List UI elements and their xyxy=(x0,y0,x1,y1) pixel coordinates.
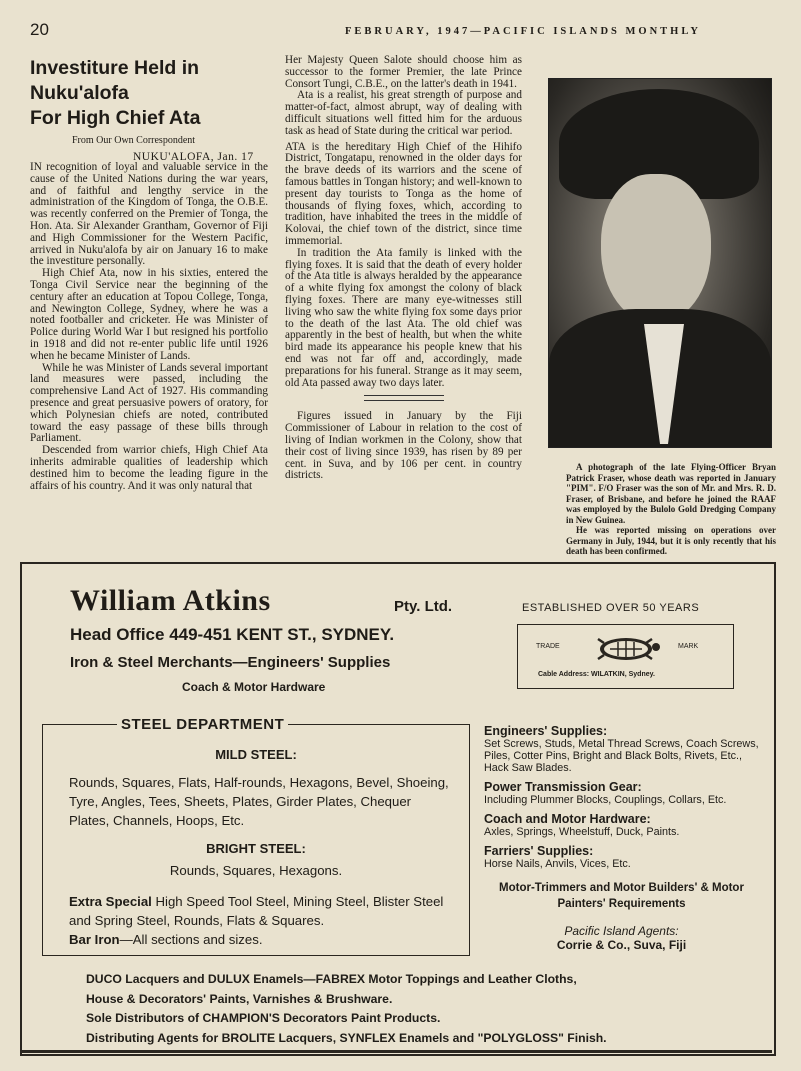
turtle-logo-icon xyxy=(586,633,666,663)
steel-department-box xyxy=(42,716,470,956)
ad-iron-steel: Iron & Steel Merchants—Engineers' Supplies xyxy=(70,654,391,671)
bottom-rule xyxy=(20,1050,772,1053)
extra-special-text xyxy=(69,892,454,930)
coach-motor-title: Coach and Motor Hardware: xyxy=(484,812,651,826)
mild-steel-text: Rounds, Squares, Flats, Half-rounds, Hexagons, Bevel, Shoeing, Tyre, Angles, Tees, Sheets, Plates, Girder Plates, Chequer Plates, Channels, Hoops, Etc. xyxy=(69,775,449,828)
power-transmission-text: Including Plummer Blocks, Couplings, Collars, Etc. xyxy=(484,794,727,806)
farriers-title: Farriers' Supplies: xyxy=(484,844,594,858)
article-column-2 xyxy=(285,55,522,482)
engineers-supplies-title: Engineers' Supplies: xyxy=(484,724,608,738)
photo-caption xyxy=(566,462,776,557)
ad-bottom-line: DUCO Lacquers and DULUX Enamels—FABREX Motor Toppings and Leather Cloths, xyxy=(86,972,577,986)
headline-line-1: Investiture Held in xyxy=(30,57,200,79)
farriers-text: Horse Nails, Anvils, Vices, Etc. xyxy=(484,858,631,870)
caption-paragraph: He was reported missing on operations over Germany in July, 1944, but it is only recently that his death has been confirmed. xyxy=(566,525,776,556)
coach-motor-text: Axles, Springs, Wheelstuff, Duck, Paints. xyxy=(484,826,680,838)
article-paragraph: ATA is the hereditary High Chief of the Hihifo District, Tongatapu, renowned in the older days for the brave deeds of its warriors and the scene of famous battles in Tongan history; and well-known to present day tourists to Tonga as the home of thousands of flying foxes, which, according to tradition, have inhabited the trees in the middle of Kolovai, the chief town of the district, since time immemorial. xyxy=(285,140,522,247)
headline-line-2: Nuku'alofa xyxy=(30,82,129,104)
trade-mark-box xyxy=(517,624,734,689)
byline: From Our Own Correspondent xyxy=(72,135,196,146)
ad-head-office: Head Office 449-451 KENT ST., SYDNEY. xyxy=(70,625,395,644)
bright-steel-title: BRIGHT STEEL: xyxy=(206,841,306,856)
ad-bottom-line: Sole Distributors of CHAMPION'S Decorators Paint Products. xyxy=(86,1011,441,1025)
extra-special-items: High Speed Tool Steel, Mining Steel, Blister Steel and Spring Steel, Rounds, Flats & Squares. xyxy=(69,894,444,928)
article-column-1 xyxy=(30,162,268,492)
article-paragraph: Descended from warrior chiefs, High Chief Ata inherits admirable qualities of leadership which destined him to become the leading figure in the affairs of his country. And it was only natural that xyxy=(30,444,268,492)
article-paragraph: High Chief Ata, now in his sixties, entered the Tonga Civil Service near the beginning of the century after an education at Topou College, Tonga, and Newington College, Sydney, where he was a noted footballer and cricketer. He was Minister of Police during World War I but resigned his portfolio in 1918 and did not re-enter public life until 1926 when he became Minister of Lands. xyxy=(30,267,268,362)
agents-label: Pacific Island Agents: xyxy=(564,924,679,938)
section-separator xyxy=(364,395,444,401)
engineers-supplies-text: Set Screws, Studs, Metal Thread Screws, Coach Screws, Piles, Cotter Pins, Bright and Black Bolts, Rivets, Etc., Hack Saw Blades. xyxy=(484,738,759,774)
figures-note: Figures issued in January by the Fiji Commissioner of Labour in relation to the cost of living of Indian workmen in the Colony, show that their cost of living since 1939, has risen by 89 per cent. in Suva, and by 106 per cent. in country districts. xyxy=(285,410,522,482)
motor-trimmers: Motor-Trimmers and Motor Builders' & Motor Painters' Requirements xyxy=(499,882,744,910)
trade-label: TRADE xyxy=(536,643,560,650)
bar-iron-text xyxy=(69,930,454,949)
advertisement xyxy=(20,562,776,1056)
article-paragraph: Her Majesty Queen Salote should choose him as successor to the former Premier, the late Prince Consort Tungi, C.B.E., on the latter's death in 1941. xyxy=(285,54,522,90)
article-paragraph: Ata is a realist, his great strength of purpose and matter-of-fact, almost abrupt, way of dealing with difficult situations well fitted him for the arduous task as head of State during the critical war period. xyxy=(285,89,522,137)
ad-pty-ltd: Pty. Ltd. xyxy=(394,598,453,615)
running-title: FEBRUARY, 1947—PACIFIC ISLANDS MONTHLY xyxy=(345,26,701,37)
article-paragraph: In tradition the Ata family is linked with the flying foxes. It is said that the death of every holder of the Ata title is always heralded by the appearance of a white flying fox amongst the colony of black flying foxes. There are many eye-witnesses still living who saw the white flying fox some days prior to the death of the last Ata. The old chief was apparently in the best of health, but when the white bird made its appearance his people knew that his end was not far off and, accordingly, made preparations for his funeral. Strange as it may seem, old Ata passed away two days later. xyxy=(285,246,522,389)
steel-department-title: STEEL DEPARTMENT xyxy=(117,716,288,733)
mark-label: MARK xyxy=(678,643,699,650)
mild-steel-title: MILD STEEL: xyxy=(215,747,297,762)
headline-line-3: For High Chief Ata xyxy=(30,107,201,129)
ad-coach-motor: Coach & Motor Hardware xyxy=(182,680,326,694)
extra-special-label: Extra Special xyxy=(69,894,152,909)
page-number: 20 xyxy=(30,20,49,39)
power-transmission-title: Power Transmission Gear: xyxy=(484,780,642,794)
photo-face xyxy=(601,174,711,324)
ad-bottom-lines xyxy=(86,970,766,1048)
article-paragraph: While he was Minister of Lands several important land measures were passed, including the comprehensive Land Act of 1927. His commanding presence and great persuasive powers of oratory, for which Polynesian chiefs are noted, contributed toward the easy passage of these bills through Parliament. xyxy=(30,361,268,445)
article-paragraph: IN recognition of loyal and valuable service in the cause of the United Nations during the war years, and of faithful and lengthy service in the administration of the Kingdom of Tonga, the O.B.E. was recently conferred on the Premier of Tonga, the Hon. Ata. Sir Alexander Grantham, Governor of Fiji and High Commissioner for the Western Pacific, arrived in Nuku'alofa by air on January 16 to make the investiture personally. xyxy=(30,161,268,268)
cable-address: Cable Address: WILATKIN, Sydney. xyxy=(538,671,655,678)
ad-brand-name: William Atkins xyxy=(70,584,271,617)
ad-bottom-line: Distributing Agents for BROLITE Lacquers, SYNFLEX Enamels and "POLYGLOSS" Finish. xyxy=(86,1030,607,1045)
article-headline xyxy=(30,56,268,131)
ad-bottom-line: House & Decorators' Paints, Varnishes & Brushware. xyxy=(86,991,393,1006)
ad-right-column xyxy=(484,724,759,952)
portrait-photo xyxy=(548,78,772,448)
ad-established: ESTABLISHED OVER 50 YEARS xyxy=(522,602,700,614)
bright-steel-text: Rounds, Squares, Hexagons. xyxy=(169,863,343,878)
bar-iron-label: Bar Iron xyxy=(69,932,120,947)
agents-name: Corrie & Co., Suva, Fiji xyxy=(556,938,687,952)
caption-paragraph: A photograph of the late Flying-Officer Bryan Patrick Fraser, whose death was reported in January "PIM". F/O Fraser was the son of Mr. and Mrs. R. D. Fraser, of Brisbane, and before he joined the RAAF was employed by the Bulolo Gold Dredging Company in New Guinea. xyxy=(566,462,776,525)
dateline: NUKU'ALOFA, Jan. 17 xyxy=(133,151,254,163)
bar-iron-items: —All sections and sizes. xyxy=(119,932,263,947)
